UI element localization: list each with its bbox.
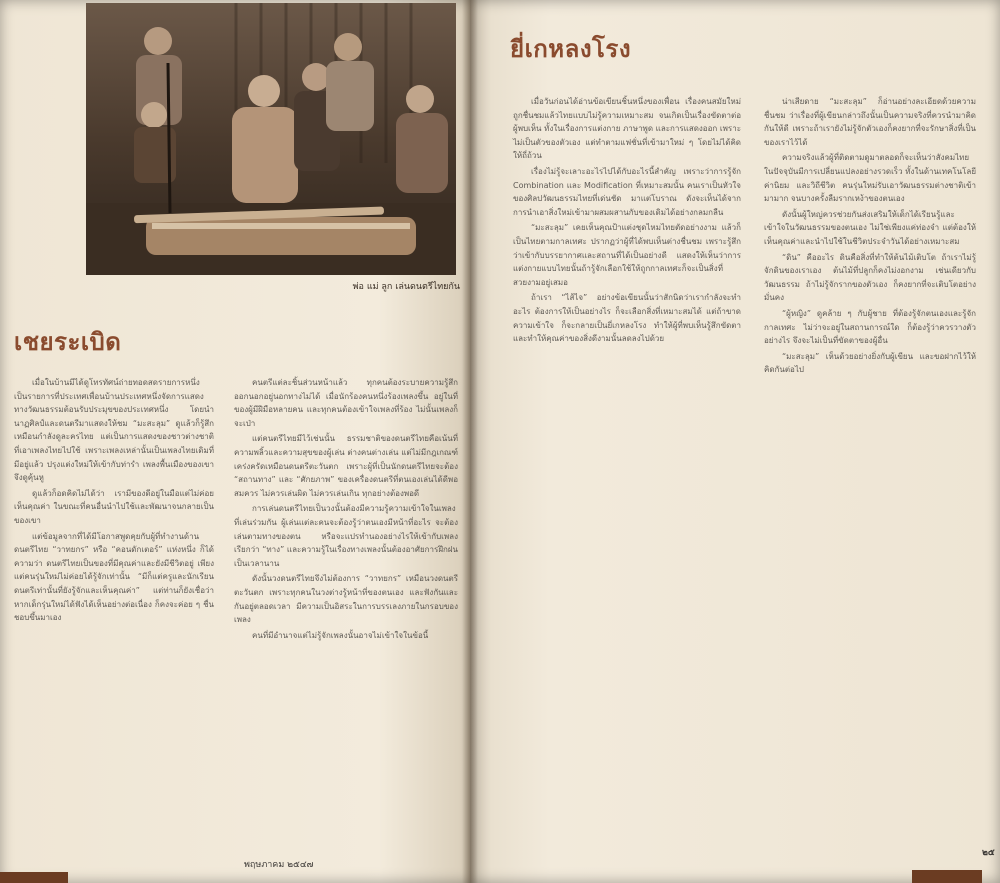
right-page [470,0,1000,883]
paragraph: คนตรีแต่ละชิ้นส่วนหน้าแล้ว ทุกคนต้องระบายความรู้สึก ออกนอกอยู่นอกทางไม่ได้ เมื่อนักร้องคนหนึ่งร้องเพลงขึ้น อยู่ในที่ของผู้มีฝีมือหลายคน และทุกคนต้องเข้าใจเพลงที่ร้อง ไม่นั้นเพลงก็จะเป่า [234,378,458,428]
paragraph: แต่คนตรีไทยมีไว้เช่นนั้น ธรรมชาติของดนตรีไทยคือเน้นที่ความพลิ้วและความสุขของผู้เล่น ต่างคนต่างเล่น แต่ไม่มีกฎเกณฑ์เคร่งครัดเหมือนดนตรีตะวันตก เพราะผู้ที่เป็นนักดนตรีไทยจะต้อง “สถานทาง” และ “ศักยภาพ” ของเครื่องดนตรีที่ตนเองเล่นได้ดีพอสมควร ไม่ควรเล่นผิด ไม่ควรเล่นเกิน ทุกอย่างต้องพอดี [234,434,458,498]
paragraph: ดูแล้วก็อดคิดไม่ได้ว่า เรามีของดีอยู่ในมือแต่ไม่ค่อยเห็นคุณค่า ในขณะที่คนอื่นนำไปใช้และพัฒนาจนกลายเป็นของเขา [14,488,214,525]
right-column-1 [513,95,741,880]
paragraph: การเล่นดนตรีไทยเป็นวงนั้นต้องมีความรู้ความเข้าใจในเพลงที่เล่นร่วมกัน ผู้เล่นแต่ละคนจะต้องรู้ว่าตนเองมีหน้าที่อะไร จะต้องเล่นตามทางของตน หรือจะแปรทำนองอย่างไรให้เข้ากับเพลง เรียกว่า “ทาง” และความรู้ในเรื่องทางเพลงนั้นต้องอาศัยการฝึกฝนเป็นเวลานาน [234,504,458,568]
left-column-1 [14,376,214,881]
left-page [0,0,474,883]
paragraph: คนที่มีอำนาจแต่ไม่รู้จักเพลงนั้นอาจไม่เข้าใจในข้อนี้ [252,630,429,640]
family-music-photo [86,3,456,275]
paragraph: “ผู้หญิง” ดูคล้าย ๆ กับผู้ชาย ที่ต้องรู้จักตนเองและรู้จักกาลเทศะ ไม่ว่าจะอยู่ในสถานการณ์ใด ก็ต้องรู้ว่าควรวางตัวอย่างไร จึงจะไม่เป็นที่ขัดตาของผู้อื่น [764,308,976,346]
paragraph: เมื่อวันก่อนได้อ่านข้อเขียนชิ้นหนึ่งของเพื่อน เรื่องคนสมัยใหม่ถูกชื่นชมแล้วไทยแบบไม่รู้ความเหมาะสม จนเกิดเป็นเรื่องขัดตาต่อผู้พบเห็น ทั้งในเรื่องการแต่งกาย ภาษาพูด และการแสดงออก เพราะไม่เป็นตัวของตัวเอง แต่ทำตามแฟชั่นที่เข้ามาใหม่ ๆ โดยไม่ได้คิดให้ถี่ถ้วน [513,97,741,161]
photo-illustration [86,3,456,275]
paragraph: “ดิน” คืออะไร ดินคือสิ่งที่ทำให้ต้นไม้เติบโต ถ้าเราไม่รู้จักดินของเราเอง ต้นไม้ที่ปลูกก็คงไม่งอกงาม เช่นเดียวกับวัฒนธรรม ถ้าไม่รู้จักรากของตัวเอง ก็คงยากที่จะเติบโตอย่างมั่นคง [764,252,976,303]
photo-caption: พ่อ แม่ ลูก เล่นดนตรีไทยกัน [352,282,460,292]
paragraph: ดังนั้นผู้ใหญ่ควรช่วยกันส่งเสริมให้เด็กได้เรียนรู้และเข้าใจในวัฒนธรรมของตนเอง ไม่ใช่เพียงแค่ท่องจำ แต่ต้องให้เห็นคุณค่าและนำไปใช้ในชีวิตประจำวันได้อย่างเหมาะสม [764,209,976,246]
paragraph: ความจริงแล้วผู้ที่ติดตามดูมาตลอดก็จะเห็นว่าสังคมไทยในปัจจุบันมีการเปลี่ยนแปลงอย่างรวดเร็ว ทั้งในด้านเทคโนโลยี ค่านิยม และวิถีชีวิต คนรุ่นใหม่รับเอาวัฒนธรรมต่างชาติเข้ามามาก จนบางครั้งลืมรากเหง้าของตนเอง [764,153,976,204]
section-heading-left: เชยระเบิด [14,327,122,356]
paragraph: “มะสะลุม” เห็นด้วยอย่างยิ่งกับผู้เขียน และขอฝากไว้ให้คิดกันต่อไป [764,351,976,375]
page-number: ๒๕ [982,848,995,858]
footer-date: พฤษภาคม ๒๕๔๗ [244,860,314,870]
right-column-2 [764,95,976,880]
paragraph: ถ้าเรา “ไส้ไจ” อย่างข้อเขียนนั้นว่าสักนิดว่าเรากำลังจะทำอะไร ต้องการให้เป็นอย่างไร ก็จะเลือกสิ่งที่เหมาะสมได้ แต่ถ้าขาดความเข้าใจ ก็จะกลายเป็นยี่เกหลงโรง ทำให้ผู้ที่พบเห็นรู้สึกขัดตา และทำให้คุณค่าของสิ่งดีงามนั้นลดลงไปด้วย [513,293,741,344]
book-spine [462,0,478,883]
left-column-2 [234,376,458,846]
page-edge-tab [0,872,68,883]
paragraph: เมื่อในบ้านมีได้ดูโทรทัศน์ถ่ายทอดสดรายการหนึ่ง เป็นรายการที่ประเทศเพื่อนบ้านประเทศหนึ่งจัดการแสดงทางวัฒนธรรมต้อนรับประมุขของประเทศหนึ่ง โดยนำนาฏศิลป์และดนตรีมาแสดงให้ชม “มะสะลุม” ดูแล้วก็รู้สึกเหมือนกำลังดูละครไทย แต่เป็นการแสดงของชาวต่างชาติที่เอาเพลงไทยไปใช้ เพราะเพลงเหล่านั้นเป็นเพลงไทยเดิมที่มีอยู่แล้ว ปรุงแต่งใหม่ให้เข้ากับท่ารำ เพลงพื้นเมืองของเขาจึงดูคุ้นหู [14,378,214,483]
page-edge-tab [912,870,982,883]
paragraph: แต่ข้อมูลจากที่ได้มีโอกาสพูดคุยกับผู้ที่ทำงานด้านดนตรีไทย “วาทยกร” หรือ “คอนดักเตอร์” แห่งหนึ่ง ก็ได้ความว่า ดนตรีไทยเป็นของที่มีคุณค่าและยังมีชีวิตอยู่ เพียงแต่คนรุ่นใหม่ไม่ค่อยได้รู้จักเท่านั้น “มีก็แต่ครูและนักเรียนดนตรีเท่านั้นที่ยังรู้จักและเห็นคุณค่า” แต่ท่านก็ยังเชื่อว่า หากเด็กรุ่นใหม่ได้ฟังได้เห็นอย่างต่อเนื่อง ก็คงจะค่อย ๆ ชื่นชอบขึ้นมาเอง [14,531,214,623]
paragraph: เรื่องไม่รู้จะเลาะอะไรไปได้กับอะไรนี้สำคัญ เพราะว่าการรู้จัก Combination และ Modification ที่เหมาะสมนั้น คนเราเป็นหัวใจของศิลปวัฒนธรรมไทยที่เด่นชัด มาแต่โบราณ ดังจะเห็นได้จากการนำเอาสิ่งใหม่เข้ามาผสมผสานกับของเดิมได้อย่างกลมกลืน [513,166,741,217]
paragraph: น่าเสียดาย “มะสะลุม” ก็อ่านอย่างละเอียดด้วยความชื่นชม ว่าเรื่องที่ผู้เขียนกล่าวถึงนั้นเป็นความจริงที่ควรนำมาคิดกันให้ดี เพราะถ้าเรายังไม่รู้จักตัวเองก็คงยากที่จะรักษาสิ่งที่เป็นของเราไว้ได้ [764,97,976,147]
paragraph: “มะสะลุม” เคยเห็นคุณป้าแต่งชุดไหมไทยตัดอย่างงาม แล้วก็เป็นไทยตามกาลเทศะ ปรากฏว่าผู้ที่ได้พบเห็นต่างชื่นชม เพราะรู้สึกว่าเข้ากับบรรยากาศและสถานที่ได้เป็นอย่างดี แสดงให้เห็นว่าการแต่งกายแบบไทยนั้นถ้ารู้จักเลือกใช้ให้ถูกกาลเทศะก็จะเป็นสิ่งที่สวยงามอยู่เสมอ [513,223,741,287]
paragraph: ดังนั้นวงดนตรีไทยจึงไม่ต้องการ “วาทยกร” เหมือนวงดนตรีตะวันตก เพราะทุกคนในวงต่างรู้หน้าที่ของตนเอง และฟังกันและกันอยู่ตลอดเวลา มีความเป็นอิสระในการบรรเลงภายในกรอบของเพลง [234,574,458,625]
section-heading-right: ยี่เกหลงโรง [510,34,632,63]
